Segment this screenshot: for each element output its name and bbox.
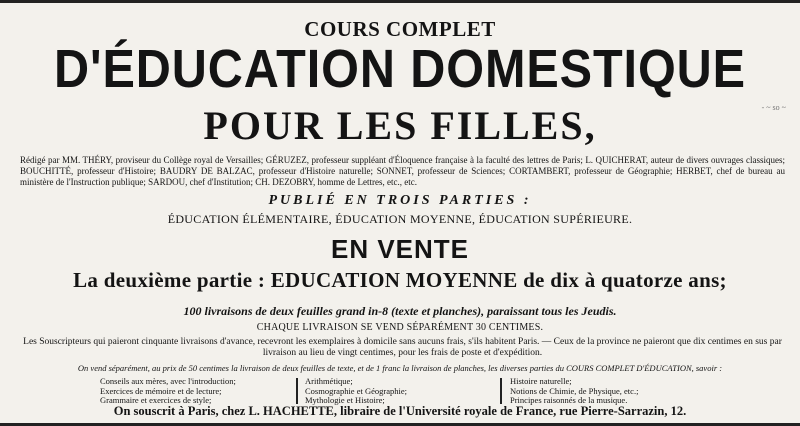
price-line: CHAQUE LIVRAISON SE VEND SÉPARÉMENT 30 CENTIMES.: [256, 322, 544, 333]
margin-mark: - ~ so ~: [761, 103, 786, 112]
column-1: [100, 377, 236, 406]
deuxieme-partie-line: La deuxième partie : EDUCATION MOYENNE de dix à quatorze ans;: [73, 268, 727, 292]
column-2: [305, 377, 407, 406]
livraisons-line: 100 livraisons de deux feuilles grand in-8 (texte et planches), paraissant tous les Jeudis.: [183, 304, 617, 318]
column-item: Exercices de mémoire et de lecture;: [100, 385, 222, 396]
column-item: Notions de Chimie, de Physique, etc.;: [510, 385, 639, 396]
column-item: Grammaire et exercices de style;: [100, 395, 212, 405]
en-vente-heading: EN VENTE: [330, 234, 470, 264]
cours-complet-heading: COURS COMPLET: [304, 17, 496, 41]
publie-heading: PUBLIÉ EN TROIS PARTIES :: [268, 193, 532, 208]
column-item: Mythologie et Histoire;: [305, 395, 385, 405]
column-divider: [296, 378, 298, 404]
column-3: [510, 377, 638, 406]
column-divider: [500, 378, 502, 404]
education-domestique-title: D'ÉDUCATION DOMESTIQUE: [54, 39, 746, 99]
subscription-address: On souscrit à Paris, chez L. HACHETTE, libraire de l'Université royale de France, rue Pierre-Sarrazin, 12.: [113, 404, 687, 418]
column-item: Arithmétique;: [305, 376, 353, 386]
authors-paragraph: Rédigé par MM. THÉRY, proviseur du Collège royal de Versailles; GÉRUZEZ, professeur suppléant d'Éloquence française à la faculté des lettres de Paris; L. QUICHERAT, auteur de divers ouvrages classiques; BOUCHITTÉ, professeur d'Histoire; BAUDRY DE BALZAC, professeur d'Histoire naturelle; SONNET, professeur de Sciences; CORTAMBERT, professeur de Géographie; HERBET, chef de bureau au ministère de l'Instruction publique; SARDOU, chef d'Institution; CH. DEZOBRY, homme de Lettres, etc., etc.: [20, 155, 785, 187]
separate-sale-line: On vend séparément, au prix de 50 centimes la livraison de deux feuilles de texte, et de 1 franc la livraison de planches, les diverses parties du COURS COMPLET D'ÉDUCATION, savoir :: [77, 363, 723, 373]
subscribers-paragraph: Les Souscripteurs qui paieront cinquante livraisons d'avance, recevront les exemplaires à domicile sans aucuns frais, s'ils habitent Paris. — Ceux de la province ne paieront que dix centimes en sus par livraison au lieu de vingt centimes, pour les frais de poste et d'expédition.: [23, 337, 782, 358]
column-item: Cosmographie et Géographie;: [305, 385, 407, 396]
column-item: Histoire naturelle;: [510, 376, 572, 386]
parts-list: ÉDUCATION ÉLÉMENTAIRE, ÉDUCATION MOYENNE, ÉDUCATION SUPÉRIEURE.: [167, 212, 633, 226]
column-item: Principes raisonnés de la musique.: [510, 395, 628, 405]
pour-les-filles-heading: POUR LES FILLES,: [203, 103, 597, 148]
parts-columns: [100, 377, 700, 407]
column-item: Conseils aux mères, avec l'introduction;: [100, 376, 236, 386]
